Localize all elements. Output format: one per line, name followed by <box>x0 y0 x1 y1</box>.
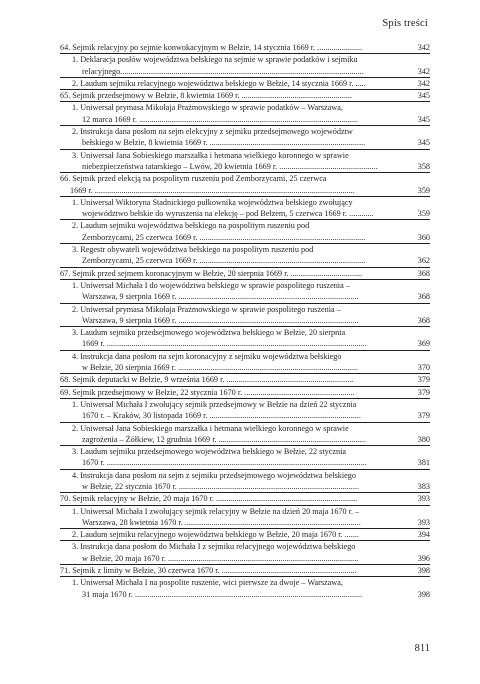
toc-entry-text <box>60 374 400 385</box>
toc-entry-line: Warszawa, 9 sierpnia 1669 r. ........................................................................................ <box>82 315 359 325</box>
toc-entry-line: Warszawa, 9 sierpnia 1669 r. ........................................................................................ <box>82 292 359 302</box>
toc-page-number: 381 <box>417 458 430 468</box>
toc-entry-line: 3. Laudum sejmiku przedsejmowego województwa bełskiego w Bełzie, 22 stycznia <box>72 447 346 457</box>
toc-page-number: 394 <box>417 530 430 540</box>
toc-entry-line: relacyjnego....................................................................................................................... <box>82 66 364 76</box>
toc-page-number: 398 <box>417 589 430 599</box>
toc-entry-line: 70. Sejmik relacyjny w Bełzie, 20 maja 1670 r. ..................................................................... <box>60 494 358 504</box>
toc-page-number: 398 <box>417 566 430 576</box>
toc-subentry[interactable] <box>60 326 430 350</box>
toc-subentry[interactable] <box>60 528 430 540</box>
toc-subentry[interactable] <box>60 540 430 564</box>
toc-entry-text <box>60 90 400 101</box>
toc-entry-text <box>60 470 400 493</box>
toc-entry-text <box>60 327 400 350</box>
toc-page-number: 393 <box>417 494 430 504</box>
toc-page-number: 379 <box>417 375 430 385</box>
toc-entry-line: 64. Sejmik relacyjny po sejmie konwokacyjnym w Bełzie, 14 stycznia 1669 r. ...................... <box>60 43 363 52</box>
toc-entry-text <box>60 304 400 327</box>
toc-entry-line: 65. Sejmik przedsejmowy w Bełzie, 8 kwietnia 1669 r. ...................................................... <box>60 91 352 101</box>
toc-subentry[interactable] <box>60 576 430 600</box>
toc-page-number: 345 <box>417 138 430 148</box>
toc-entry-line: niebezpieczeństwa tatarskiego – Lwów, 20 kwietnia 1669 r. ................................................ <box>82 161 378 171</box>
toc-entry-text <box>60 387 400 398</box>
toc-entry-text <box>60 280 400 303</box>
toc-page-number: 342 <box>417 66 430 76</box>
toc-entry-line: 3. Laudum sejmiku przedsejmowego województwa bełskiego w Bełzie, 20 sierpnia <box>72 328 346 338</box>
toc-entry-text <box>60 423 400 446</box>
toc-entry-line: 1669 r. ............................................................................................................................... <box>70 185 355 195</box>
toc-subentry[interactable] <box>60 422 430 446</box>
toc-subentry[interactable] <box>60 445 430 469</box>
toc-entry-line: 3. Uniwersał Jana Sobieskiego marszałka i hetmana wielkiego koronnego w sprawie <box>72 150 349 160</box>
toc-subentry[interactable] <box>60 243 430 267</box>
toc-entry-text <box>60 173 400 196</box>
toc-entry-line: 1. Uniwersał prymasa Mikołaja Prażmowskiego w sprawie podatków – Warszawa, <box>72 103 343 113</box>
toc-section-entry[interactable] <box>60 373 430 385</box>
toc-entry-line: województwo bełskie do wyruszenia na elekcję – pod Bełzem, 5 czerwca 1669 r. ............ <box>82 209 374 219</box>
toc-entry-line: 2. Uniwersał Jana Sobieskiego marszałka i hetmana wielkiego koronnego w sprawie <box>72 423 349 433</box>
toc-entry-line: 1. Deklaracja posłów województwa bełskiego na sejmie w sprawie podatków i sejmiku <box>72 55 358 65</box>
toc-page-number: 359 <box>417 209 430 219</box>
toc-page-number: 345 <box>417 91 430 101</box>
toc-section-entry[interactable] <box>60 42 430 53</box>
toc-page-number: 362 <box>417 256 430 266</box>
toc-entry-line: w Bełzie, 20 maja 1670 r. ............................................................................................. <box>82 553 359 563</box>
toc-page-number: 379 <box>417 387 430 397</box>
toc-subentry[interactable] <box>60 505 430 529</box>
toc-entry-text <box>60 529 400 540</box>
toc-entry-line: Warszawa, 28 kwietnia 1670 r. ...................................................................................... <box>82 517 361 527</box>
toc-entry-line: 1670 r. – Kraków, 30 listopada 1669 r. .......................................................................... <box>82 411 361 421</box>
toc-entry-line: 1. Uniwersał Wiktoryna Stadnickiego pułkownika województwa bełskiego zwołujący <box>72 197 353 207</box>
toc-section-entry[interactable] <box>60 89 430 101</box>
toc-subentry[interactable] <box>60 77 430 89</box>
toc-subentry[interactable] <box>60 303 430 327</box>
toc-entry-text <box>60 351 400 374</box>
toc-entry-text <box>60 244 400 267</box>
toc-page-number: 379 <box>417 411 430 421</box>
toc-entry-text <box>60 197 400 220</box>
toc-subentry[interactable] <box>60 219 430 243</box>
toc-section-entry[interactable] <box>60 386 430 398</box>
toc-page-number: 368 <box>417 292 430 302</box>
toc-entry-line: 69. Sejmik przedsejmowy w Bełzie, 22 stycznia 1670 r. ...................................................... <box>60 387 355 397</box>
toc-section-entry[interactable] <box>60 267 430 279</box>
toc-entry-line: w Bełzie, 20 sierpnia 1669 r. ........................................................................................ <box>82 363 359 373</box>
toc-entry-line: 31 maja 1670 r. ............................................................................................................... <box>82 589 363 599</box>
page-number: 811 <box>414 643 430 654</box>
toc-subentry[interactable] <box>60 53 430 77</box>
toc-entry-text <box>60 268 400 279</box>
toc-page-number: 380 <box>417 434 430 444</box>
toc-subentry[interactable] <box>60 469 430 493</box>
toc-entry-text <box>60 150 400 173</box>
toc-subentry[interactable] <box>60 196 430 220</box>
toc-section-entry[interactable] <box>60 492 430 504</box>
toc-page-number: 368 <box>417 315 430 325</box>
toc-subentry[interactable] <box>60 125 430 149</box>
toc-page-number: 342 <box>417 78 430 88</box>
toc-entry-line: 2. Instrukcja dana posłom na sejm elekcyjny z sejmiku przedsejmowego województw <box>72 127 353 137</box>
toc-entry-line: 3. Regestr obywateli województwa bełskiego na pospolitym ruszeniu pod <box>72 245 314 255</box>
toc-subentry[interactable] <box>60 279 430 303</box>
toc-entry-line: 68. Sejmik deputacki w Bełzie, 9 września 1669 r. .............................................................. <box>60 375 354 385</box>
toc-entry-line: 3. Instrukcja dana posłom do Michała I z sejmiku relacyjnego województwa bełskiego <box>72 542 356 552</box>
toc-entry-line: 1670 r. ............................................................................................................................... <box>82 458 367 468</box>
toc-section-entry[interactable] <box>60 172 430 196</box>
toc-page-number: 369 <box>417 339 430 349</box>
toc-entry-line: 2. Laudum sejmiku relacyjnego województwa bełskiego w Bełzie, 14 stycznia 1669 r. ..... <box>72 78 366 88</box>
toc-entry-text <box>60 220 400 243</box>
toc-entry-text <box>60 126 400 149</box>
toc-page-number: 359 <box>417 185 430 195</box>
toc-entry-line: 2. Laudum sejmiku województwa bełskiego na pospolitym ruszeniu pod <box>72 221 310 231</box>
toc-entry-text <box>60 541 400 564</box>
toc-subentry[interactable] <box>60 149 430 173</box>
toc-page-number: 396 <box>417 553 430 563</box>
toc-page-number: 393 <box>417 517 430 527</box>
table-of-contents <box>60 42 430 600</box>
toc-page-number: 370 <box>417 363 430 373</box>
toc-entry-text <box>60 506 400 529</box>
toc-entry-line: Zemborzycami, 25 czerwca 1669 r. ................................................................................. <box>82 232 366 242</box>
toc-entry-line: Zemborzycami, 25 czerwca 1669 r. ................................................................................. <box>82 256 366 266</box>
toc-entry-line: 66. Sejmik przed elekcją na pospolitym ruszeniu pod Zemborzycami, 25 czerwca <box>60 174 327 184</box>
toc-entry-line: 1. Uniwersał Michała I zwołujący sejmik relacyjny w Bełzie na dzień 20 maja 1670 r. – <box>72 506 360 516</box>
toc-subentry[interactable] <box>60 398 430 422</box>
toc-page-number: 383 <box>417 481 430 491</box>
toc-entry-line: zagrożenia – Żółkiew, 12 grudnia 1669 r. ........................................................................ <box>82 434 366 444</box>
toc-entry-text <box>60 565 400 576</box>
toc-entry-line: 2. Laudum sejmiku relacyjnego województwa bełskiego w Bełzie, 20 maja 1670 r. ....... <box>72 530 359 540</box>
toc-entry-text <box>60 493 400 504</box>
toc-entry-line: 1669 r. ............................................................................................................................... <box>82 339 367 349</box>
toc-section-entry[interactable] <box>60 564 430 576</box>
toc-entry-line: 2. Uniwersał prymasa Mikołaja Prażmowskiego w sprawie pospolitego ruszenia – <box>72 304 341 314</box>
toc-entry-line: 1. Uniwersał Michała I na pospolite ruszenie, wici pierwsze za dwoje – Warszawa, <box>72 578 343 588</box>
toc-entry-text <box>60 78 400 89</box>
toc-entry-line: 1. Uniwersał Michała I zwołujący sejmik przedsejmowy w Bełzie na dzień 22 stycznia <box>72 399 357 409</box>
toc-page-number: 342 <box>417 43 430 52</box>
toc-entry-line: 67. Sejmik przed sejmem koronacyjnym w Bełzie, 20 sierpnia 1669 r. ................................... <box>60 268 363 278</box>
toc-entry-text <box>60 54 400 77</box>
toc-entry-text <box>60 399 400 422</box>
toc-entry-text <box>60 42 400 53</box>
toc-subentry[interactable] <box>60 101 430 125</box>
toc-entry-text <box>60 446 400 469</box>
toc-entry-text <box>60 577 400 600</box>
toc-entry-line: bełskiego w Bełzie, 8 kwietnia 1669 r. ............................................................................ <box>82 138 366 148</box>
toc-entry-line: 4. Instrukcja dana posłom na sejm koronacyjny z sejmiku województwa bełskiego <box>72 351 342 361</box>
toc-entry-line: 12 marca 1669 r. ........................................................................................................... <box>82 114 359 124</box>
toc-page-number: 368 <box>417 268 430 278</box>
toc-entry-line: 71. Sejmik z limity w Bełzie, 30 czerwca 1670 r. .................................................................. <box>60 566 357 576</box>
toc-entry-text <box>60 102 400 125</box>
running-header-title: Spis treści <box>382 18 428 29</box>
toc-page-number: 345 <box>417 114 430 124</box>
toc-entry-line: 1. Uniwersał Michała I do województwa bełskiego w sprawie pospolitego ruszenia – <box>72 280 350 290</box>
toc-page-number: 360 <box>417 232 430 242</box>
toc-subentry[interactable] <box>60 350 430 374</box>
toc-page-number: 358 <box>417 161 430 171</box>
toc-entry-line: 4. Instrukcja dana posłom na sejm z sejmiku przedsejmowego województwa bełskiego <box>72 470 356 480</box>
toc-entry-line: w Bełzie, 22 stycznia 1670 r. ........................................................................................ <box>82 481 359 491</box>
